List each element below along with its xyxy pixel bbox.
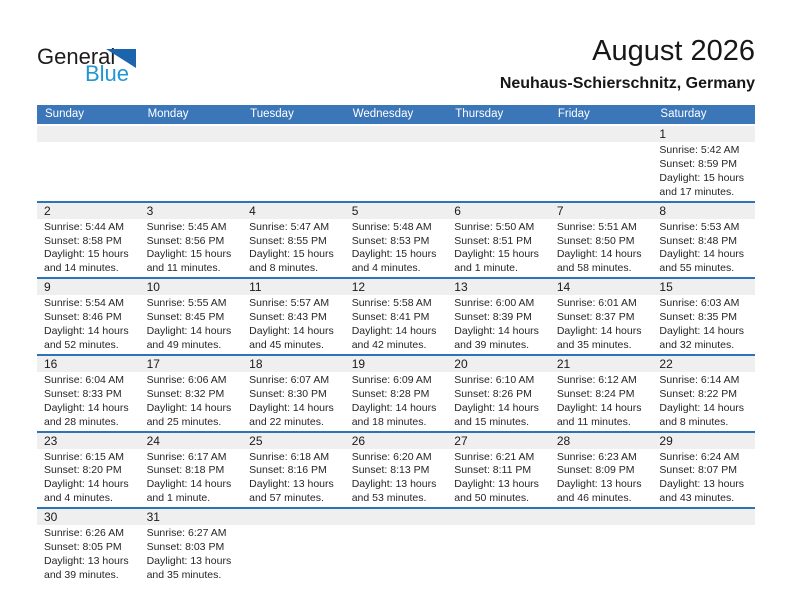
sunset-text: Sunset: 8:39 PM bbox=[454, 311, 532, 324]
sunset-text: Sunset: 8:53 PM bbox=[351, 234, 430, 247]
daylight-text: and 28 minutes. bbox=[44, 415, 119, 428]
day-cell bbox=[447, 126, 550, 201]
day-number: 25 bbox=[242, 433, 345, 449]
day-cell bbox=[140, 509, 243, 584]
sunrise-text: Sunrise: 5:58 AM bbox=[351, 297, 432, 310]
day-number: 3 bbox=[140, 203, 243, 219]
day-number bbox=[37, 126, 140, 142]
sunrise-text: Sunrise: 6:15 AM bbox=[44, 450, 124, 463]
day-number: 2 bbox=[37, 203, 140, 219]
day-details bbox=[652, 525, 755, 583]
day-details bbox=[37, 219, 140, 278]
daylight-text: and 35 minutes. bbox=[146, 568, 222, 581]
day-cell bbox=[37, 126, 140, 201]
daylight-text: Daylight: 14 hours bbox=[146, 478, 232, 491]
day-details bbox=[140, 219, 243, 278]
day-number: 6 bbox=[447, 203, 550, 219]
daylight-text: Daylight: 14 hours bbox=[556, 248, 642, 261]
week-row bbox=[37, 354, 755, 431]
day-cell bbox=[140, 126, 243, 201]
day-details bbox=[37, 372, 140, 431]
daylight-text: Daylight: 14 hours bbox=[351, 401, 437, 414]
daylight-text: and 45 minutes. bbox=[249, 338, 324, 351]
daylight-text: Daylight: 14 hours bbox=[454, 401, 539, 414]
day-cell bbox=[242, 356, 345, 431]
day-details bbox=[447, 372, 550, 431]
page-subtitle: Neuhaus-Schierschnitz, Germany bbox=[499, 74, 755, 92]
day-number bbox=[550, 509, 653, 525]
sunset-text: Sunset: 8:33 PM bbox=[44, 387, 122, 400]
daylight-text: and 8 minutes. bbox=[659, 415, 729, 428]
daylight-text: Daylight: 14 hours bbox=[44, 401, 129, 414]
sunrise-text: Sunrise: 5:45 AM bbox=[146, 220, 227, 233]
day-cell bbox=[345, 126, 448, 201]
day-cell bbox=[37, 433, 140, 508]
daylight-text: and 58 minutes. bbox=[556, 262, 632, 275]
day-details bbox=[652, 372, 755, 431]
day-details bbox=[652, 295, 755, 354]
day-details bbox=[37, 295, 140, 354]
daylight-text: and 50 minutes. bbox=[454, 492, 529, 505]
daylight-text: Daylight: 14 hours bbox=[659, 248, 745, 261]
day-cell bbox=[140, 279, 243, 354]
sunset-text: Sunset: 8:13 PM bbox=[351, 464, 430, 477]
day-cell bbox=[345, 279, 448, 354]
sunrise-text: Sunrise: 5:54 AM bbox=[44, 297, 124, 310]
day-number: 27 bbox=[447, 433, 550, 449]
sunrise-text: Sunrise: 6:07 AM bbox=[249, 373, 330, 386]
day-number: 29 bbox=[652, 433, 755, 449]
day-details bbox=[345, 525, 448, 583]
daylight-text: Daylight: 15 hours bbox=[146, 248, 232, 261]
sunrise-text: Sunrise: 5:42 AM bbox=[659, 144, 740, 156]
day-number: 8 bbox=[652, 203, 755, 219]
daylight-text: Daylight: 14 hours bbox=[659, 401, 745, 414]
sunset-text: Sunset: 8:46 PM bbox=[44, 311, 122, 324]
day-details bbox=[140, 142, 243, 200]
sunset-text: Sunset: 8:58 PM bbox=[44, 234, 122, 247]
sunset-text: Sunset: 8:32 PM bbox=[146, 387, 225, 400]
day-number bbox=[242, 126, 345, 142]
sunset-text: Sunset: 8:30 PM bbox=[249, 387, 327, 400]
day-cell bbox=[550, 509, 653, 584]
sunset-text: Sunset: 8:16 PM bbox=[249, 464, 327, 477]
daylight-text: Daylight: 14 hours bbox=[146, 325, 232, 338]
day-details bbox=[242, 219, 345, 278]
day-details bbox=[345, 449, 448, 508]
monthly-calendar bbox=[37, 105, 755, 584]
day-details bbox=[345, 219, 448, 278]
daylight-text: Daylight: 13 hours bbox=[454, 478, 539, 491]
day-number bbox=[652, 509, 755, 525]
daylight-text: Daylight: 15 hours bbox=[249, 248, 334, 261]
sunrise-text: Sunrise: 6:17 AM bbox=[146, 450, 227, 463]
day-details bbox=[140, 449, 243, 508]
week-row bbox=[37, 431, 755, 508]
daylight-text: Daylight: 15 hours bbox=[44, 248, 129, 261]
day-cell bbox=[550, 126, 653, 201]
day-number: 1 bbox=[652, 126, 755, 142]
sunrise-text: Sunrise: 6:18 AM bbox=[249, 450, 330, 463]
daylight-text: Daylight: 15 hours bbox=[351, 248, 437, 261]
daylight-text: and 46 minutes. bbox=[556, 492, 632, 505]
daylight-text: and 35 minutes. bbox=[556, 338, 632, 351]
day-cell bbox=[242, 279, 345, 354]
sunset-text: Sunset: 8:59 PM bbox=[659, 157, 738, 170]
day-cell bbox=[652, 203, 755, 278]
sunrise-text: Sunrise: 6:14 AM bbox=[659, 373, 740, 386]
sunset-text: Sunset: 8:07 PM bbox=[659, 464, 738, 477]
daylight-text: and 52 minutes. bbox=[44, 338, 119, 351]
day-details bbox=[447, 142, 550, 200]
day-details bbox=[242, 295, 345, 354]
daylight-text: Daylight: 15 hours bbox=[454, 248, 539, 261]
sunrise-text: Sunrise: 6:23 AM bbox=[556, 450, 637, 463]
sunrise-text: Sunrise: 5:51 AM bbox=[556, 220, 637, 233]
logo-text-blue: Blue bbox=[85, 61, 130, 86]
daylight-text: Daylight: 13 hours bbox=[44, 554, 129, 567]
day-number bbox=[140, 126, 243, 142]
day-details bbox=[242, 142, 345, 200]
day-cell bbox=[550, 433, 653, 508]
sunrise-text: Sunrise: 6:10 AM bbox=[454, 373, 535, 386]
sunset-text: Sunset: 8:26 PM bbox=[454, 387, 532, 400]
day-cell bbox=[652, 356, 755, 431]
daylight-text: Daylight: 13 hours bbox=[556, 478, 642, 491]
daylight-text: and 55 minutes. bbox=[659, 262, 735, 275]
daylight-text: Daylight: 15 hours bbox=[659, 171, 745, 184]
sunrise-text: Sunrise: 6:26 AM bbox=[44, 527, 124, 540]
day-details bbox=[447, 525, 550, 583]
day-number: 22 bbox=[652, 356, 755, 372]
sunset-text: Sunset: 8:56 PM bbox=[146, 234, 225, 247]
day-cell bbox=[345, 433, 448, 508]
sunrise-text: Sunrise: 6:09 AM bbox=[351, 373, 432, 386]
daylight-text: Daylight: 14 hours bbox=[249, 325, 334, 338]
sunrise-text: Sunrise: 6:24 AM bbox=[659, 450, 740, 463]
day-details bbox=[652, 219, 755, 278]
day-number bbox=[447, 509, 550, 525]
daylight-text: and 17 minutes. bbox=[659, 185, 735, 198]
sunrise-text: Sunrise: 5:50 AM bbox=[454, 220, 535, 233]
day-details bbox=[140, 295, 243, 354]
logo-text-general: General bbox=[37, 44, 116, 69]
daylight-text: and 4 minutes. bbox=[44, 492, 113, 505]
daylight-text: Daylight: 14 hours bbox=[249, 401, 334, 414]
daylight-text: and 57 minutes. bbox=[249, 492, 324, 505]
day-number: 5 bbox=[345, 203, 448, 219]
day-number: 20 bbox=[447, 356, 550, 372]
day-cell bbox=[140, 356, 243, 431]
sunrise-text: Sunrise: 6:04 AM bbox=[44, 373, 124, 386]
sunset-text: Sunset: 8:41 PM bbox=[351, 311, 430, 324]
day-number: 23 bbox=[37, 433, 140, 449]
day-details bbox=[140, 372, 243, 431]
day-details bbox=[550, 219, 653, 278]
week-row bbox=[37, 277, 755, 354]
sunset-text: Sunset: 8:37 PM bbox=[556, 311, 635, 324]
day-cell bbox=[550, 203, 653, 278]
day-number: 10 bbox=[140, 279, 243, 295]
sunset-text: Sunset: 8:51 PM bbox=[454, 234, 532, 247]
day-details bbox=[550, 525, 653, 583]
sunset-text: Sunset: 8:09 PM bbox=[556, 464, 635, 477]
day-number: 4 bbox=[242, 203, 345, 219]
daylight-text: Daylight: 13 hours bbox=[249, 478, 334, 491]
day-number: 24 bbox=[140, 433, 243, 449]
day-number: 21 bbox=[550, 356, 653, 372]
daylight-text: and 39 minutes. bbox=[454, 338, 529, 351]
daylight-text: Daylight: 13 hours bbox=[351, 478, 437, 491]
daylight-text: Daylight: 14 hours bbox=[146, 401, 232, 414]
dow-header-sunday: Sunday bbox=[45, 108, 85, 120]
day-cell bbox=[242, 126, 345, 201]
daylight-text: and 18 minutes. bbox=[351, 415, 427, 428]
page-header bbox=[500, 36, 755, 93]
daylight-text: and 39 minutes. bbox=[44, 568, 119, 581]
day-number: 19 bbox=[345, 356, 448, 372]
day-cell bbox=[550, 356, 653, 431]
day-cell bbox=[550, 279, 653, 354]
sunset-text: Sunset: 8:50 PM bbox=[556, 234, 635, 247]
daylight-text: and 11 minutes. bbox=[146, 262, 221, 275]
day-cell bbox=[447, 203, 550, 278]
daylight-text: Daylight: 14 hours bbox=[659, 325, 745, 338]
day-number bbox=[550, 126, 653, 142]
sunrise-text: Sunrise: 6:27 AM bbox=[146, 527, 227, 540]
daylight-text: Daylight: 13 hours bbox=[146, 554, 232, 567]
sunrise-text: Sunrise: 6:06 AM bbox=[146, 373, 227, 386]
daylight-text: and 8 minutes. bbox=[249, 262, 319, 275]
daylight-text: Daylight: 13 hours bbox=[659, 478, 745, 491]
day-number: 18 bbox=[242, 356, 345, 372]
day-number: 11 bbox=[242, 279, 345, 295]
sunrise-text: Sunrise: 6:21 AM bbox=[454, 450, 535, 463]
day-details bbox=[550, 449, 653, 508]
day-number bbox=[447, 126, 550, 142]
daylight-text: and 25 minutes. bbox=[146, 415, 222, 428]
day-cell bbox=[447, 356, 550, 431]
day-number bbox=[345, 126, 448, 142]
daylight-text: and 22 minutes. bbox=[249, 415, 324, 428]
day-number bbox=[345, 509, 448, 525]
day-details bbox=[447, 295, 550, 354]
sunrise-text: Sunrise: 6:00 AM bbox=[454, 297, 535, 310]
daylight-text: and 43 minutes. bbox=[659, 492, 735, 505]
daylight-text: and 1 minute. bbox=[454, 262, 518, 275]
day-cell bbox=[242, 203, 345, 278]
sunrise-text: Sunrise: 5:53 AM bbox=[659, 220, 740, 233]
sunset-text: Sunset: 8:24 PM bbox=[556, 387, 635, 400]
day-cell bbox=[652, 509, 755, 584]
sunrise-text: Sunrise: 5:55 AM bbox=[146, 297, 227, 310]
sunset-text: Sunset: 8:05 PM bbox=[44, 541, 122, 554]
day-number: 17 bbox=[140, 356, 243, 372]
dow-header-thursday: Thursday bbox=[455, 108, 504, 120]
day-cell bbox=[242, 433, 345, 508]
day-details bbox=[37, 525, 140, 584]
day-details bbox=[447, 449, 550, 508]
sunrise-text: Sunrise: 6:20 AM bbox=[351, 450, 432, 463]
weeks-container bbox=[37, 126, 755, 584]
day-cell bbox=[447, 509, 550, 584]
sunset-text: Sunset: 8:20 PM bbox=[44, 464, 122, 477]
day-number: 14 bbox=[550, 279, 653, 295]
week-row bbox=[37, 201, 755, 278]
day-details bbox=[345, 142, 448, 200]
day-details bbox=[37, 449, 140, 508]
day-cell bbox=[37, 279, 140, 354]
day-details bbox=[242, 525, 345, 583]
day-cell bbox=[447, 433, 550, 508]
day-cell bbox=[345, 509, 448, 584]
sunrise-text: Sunrise: 5:57 AM bbox=[249, 297, 330, 310]
day-number: 13 bbox=[447, 279, 550, 295]
sunset-text: Sunset: 8:18 PM bbox=[146, 464, 225, 477]
sunrise-text: Sunrise: 6:12 AM bbox=[556, 373, 637, 386]
daylight-text: and 11 minutes. bbox=[556, 415, 631, 428]
week-row bbox=[37, 507, 755, 584]
sunset-text: Sunset: 8:45 PM bbox=[146, 311, 225, 324]
daylight-text: and 4 minutes. bbox=[351, 262, 421, 275]
dow-header-wednesday: Wednesday bbox=[352, 108, 414, 120]
day-details bbox=[652, 142, 755, 201]
day-number: 16 bbox=[37, 356, 140, 372]
day-number: 30 bbox=[37, 509, 140, 525]
daylight-text: Daylight: 14 hours bbox=[351, 325, 437, 338]
daylight-text: and 14 minutes. bbox=[44, 262, 119, 275]
sunrise-text: Sunrise: 6:03 AM bbox=[659, 297, 740, 310]
day-cell bbox=[37, 203, 140, 278]
page-title: August 2026 bbox=[592, 35, 755, 67]
day-cell bbox=[140, 433, 243, 508]
day-cell bbox=[345, 356, 448, 431]
day-of-week-header-row bbox=[37, 105, 755, 124]
day-details bbox=[447, 219, 550, 278]
day-cell bbox=[242, 509, 345, 584]
day-cell bbox=[140, 203, 243, 278]
day-cell bbox=[652, 126, 755, 201]
dow-header-monday: Monday bbox=[147, 108, 189, 120]
day-details bbox=[242, 372, 345, 431]
day-details bbox=[345, 372, 448, 431]
general-blue-logo bbox=[37, 44, 147, 89]
day-details bbox=[652, 449, 755, 508]
sunrise-text: Sunrise: 5:48 AM bbox=[351, 220, 432, 233]
day-cell bbox=[447, 279, 550, 354]
sunset-text: Sunset: 8:35 PM bbox=[659, 311, 738, 324]
week-row bbox=[37, 126, 755, 201]
daylight-text: Daylight: 14 hours bbox=[556, 325, 642, 338]
day-cell bbox=[345, 203, 448, 278]
sunset-text: Sunset: 8:11 PM bbox=[454, 464, 532, 477]
sunset-text: Sunset: 8:48 PM bbox=[659, 234, 738, 247]
daylight-text: and 42 minutes. bbox=[351, 338, 427, 351]
dow-header-saturday: Saturday bbox=[660, 108, 707, 120]
day-details bbox=[242, 449, 345, 508]
day-cell bbox=[652, 433, 755, 508]
day-details bbox=[550, 295, 653, 354]
sunset-text: Sunset: 8:22 PM bbox=[659, 387, 738, 400]
day-cell bbox=[37, 509, 140, 584]
day-details bbox=[345, 295, 448, 354]
sunrise-text: Sunrise: 5:47 AM bbox=[249, 220, 330, 233]
day-cell bbox=[37, 356, 140, 431]
daylight-text: and 49 minutes. bbox=[146, 338, 222, 351]
daylight-text: Daylight: 14 hours bbox=[44, 325, 129, 338]
day-details bbox=[140, 525, 243, 584]
day-number: 31 bbox=[140, 509, 243, 525]
day-number: 7 bbox=[550, 203, 653, 219]
sunrise-text: Sunrise: 5:44 AM bbox=[44, 220, 124, 233]
sunrise-text: Sunrise: 6:01 AM bbox=[556, 297, 637, 310]
dow-header-friday: Friday bbox=[557, 108, 590, 120]
daylight-text: and 53 minutes. bbox=[351, 492, 427, 505]
daylight-text: and 1 minute. bbox=[146, 492, 211, 505]
daylight-text: and 32 minutes. bbox=[659, 338, 735, 351]
sunset-text: Sunset: 8:43 PM bbox=[249, 311, 327, 324]
day-number: 26 bbox=[345, 433, 448, 449]
daylight-text: and 15 minutes. bbox=[454, 415, 529, 428]
day-number: 12 bbox=[345, 279, 448, 295]
sunset-text: Sunset: 8:28 PM bbox=[351, 387, 430, 400]
day-details bbox=[550, 372, 653, 431]
daylight-text: Daylight: 14 hours bbox=[44, 478, 129, 491]
day-number: 9 bbox=[37, 279, 140, 295]
sunset-text: Sunset: 8:03 PM bbox=[146, 541, 225, 554]
day-number: 15 bbox=[652, 279, 755, 295]
daylight-text: Daylight: 14 hours bbox=[556, 401, 642, 414]
day-number bbox=[242, 509, 345, 525]
day-cell bbox=[652, 279, 755, 354]
day-number: 28 bbox=[550, 433, 653, 449]
day-details bbox=[37, 142, 140, 200]
day-details bbox=[550, 142, 653, 200]
sunset-text: Sunset: 8:55 PM bbox=[249, 234, 327, 247]
dow-header-tuesday: Tuesday bbox=[250, 108, 294, 120]
daylight-text: Daylight: 14 hours bbox=[454, 325, 539, 338]
